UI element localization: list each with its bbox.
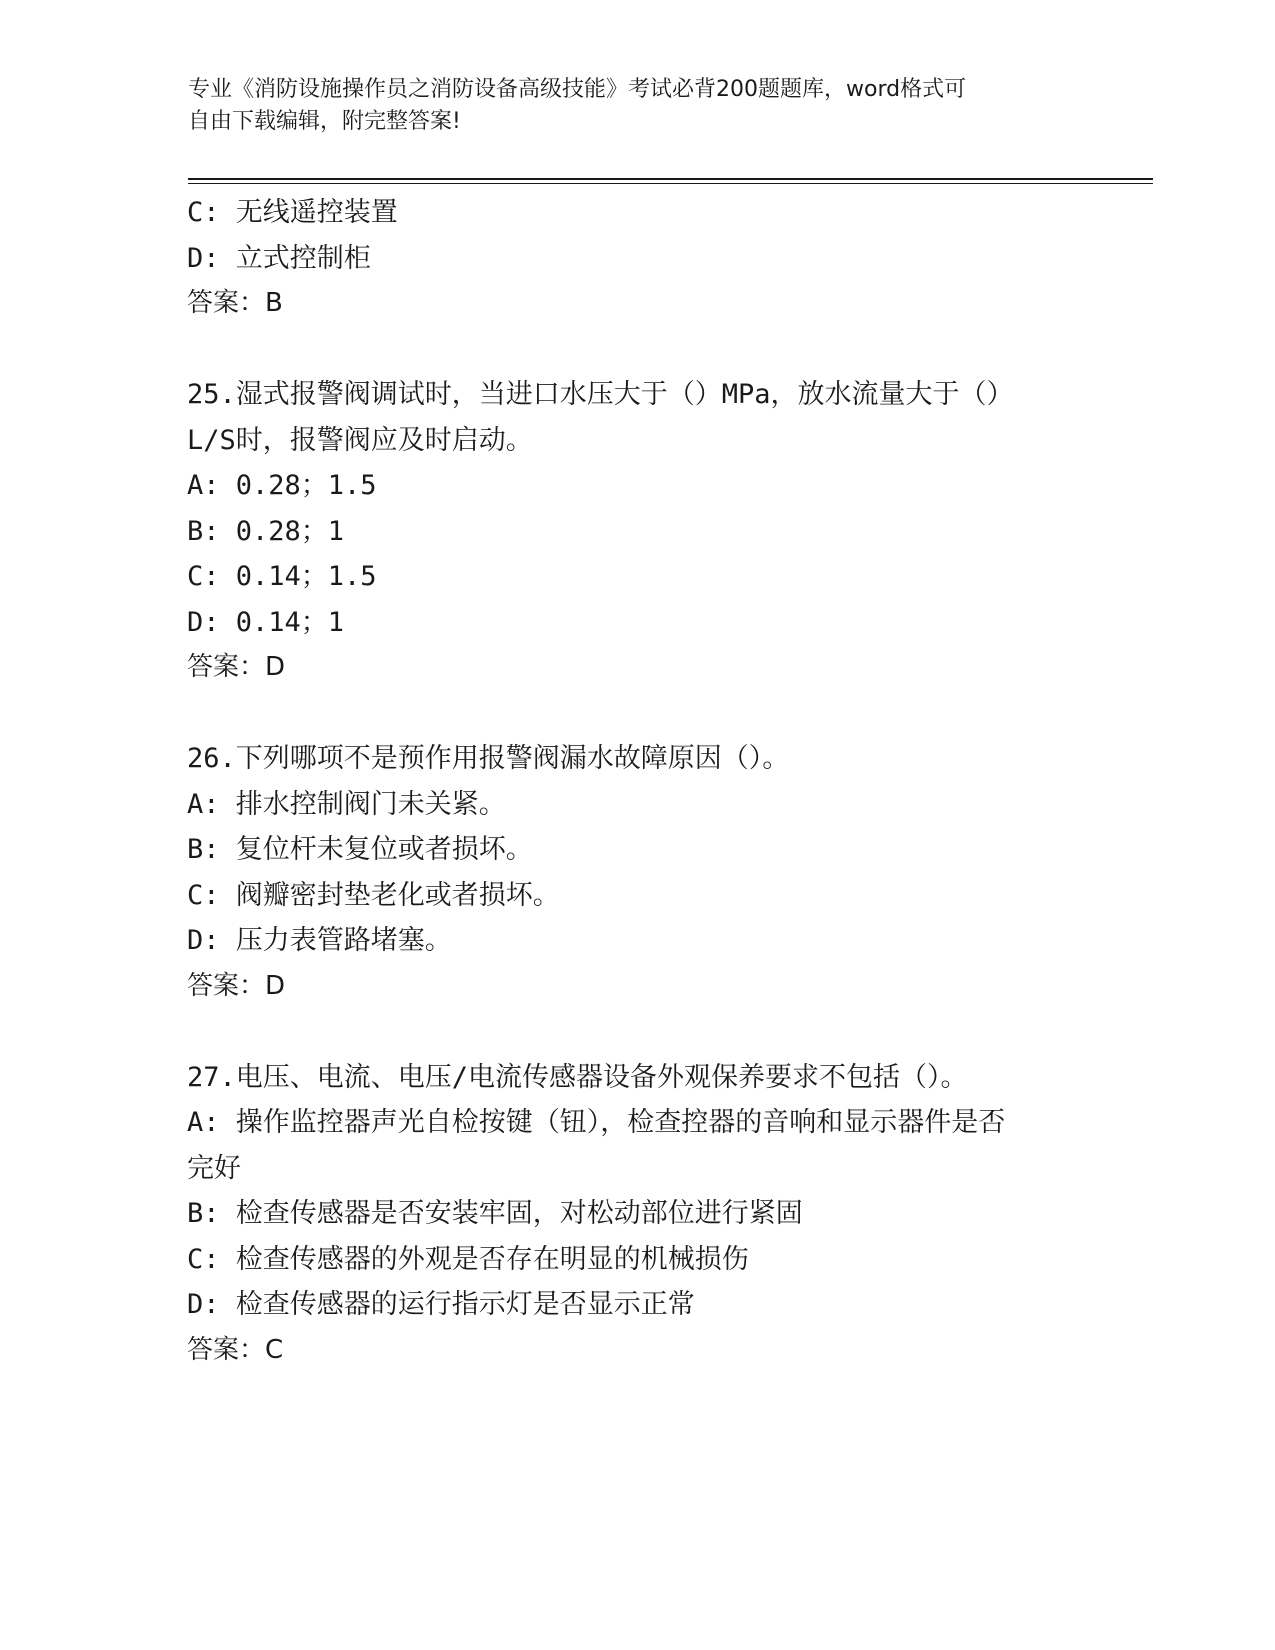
option-d: D: 检查传感器的运行指示灯是否显示正常	[187, 1289, 695, 1320]
question-stem-line: L/S时，报警阀应及时启动。	[187, 424, 533, 456]
option-a-continued: 完好	[187, 1152, 241, 1184]
option-d: D: 0.14；1	[187, 606, 345, 638]
question-stem-line: 27.电压、电流、电压/电流传感器设备外观保养要求不包括（）。	[187, 1061, 968, 1093]
option-a: A: 排水控制阀门未关紧。	[187, 788, 506, 820]
document-body	[187, 190, 1087, 1373]
question-stem-line: 25.湿式报警阀调试时，当进口水压大于（）MPa，放水流量大于（）	[187, 379, 1014, 410]
option-c: C: 0.14；1.5	[187, 561, 377, 592]
question-27	[187, 1055, 1087, 1374]
option-b: B: 检查传感器是否安装牢固，对松动部位进行紧固	[187, 1198, 803, 1229]
header-divider-thin	[188, 183, 1153, 184]
option-a: A: 0.28；1.5	[187, 470, 377, 501]
question-24-continued	[187, 190, 1087, 327]
option-d: D: 立式控制柜	[187, 242, 371, 274]
header-line-2: 自由下载编辑，附完整答案!	[188, 109, 461, 134]
option-b: B: 0.28；1	[187, 515, 345, 547]
header-divider-thick	[188, 178, 1153, 180]
answer-line: 答案：C	[187, 1334, 284, 1365]
option-c: C: 无线遥控装置	[187, 197, 398, 228]
header-line-1: 专业《消防设施操作员之消防设备高级技能》考试必背200题题库，word格式可	[188, 77, 967, 102]
question-26	[187, 736, 1087, 1009]
option-b: B: 复位杆未复位或者损坏。	[187, 834, 533, 865]
option-a: A: 操作监控器声光自检按键（钮），检查控器的音响和显示器件是否	[187, 1107, 1006, 1138]
spacer	[187, 1009, 1087, 1055]
answer-line: 答案：D	[187, 652, 286, 682]
answer-line: 答案：B	[187, 288, 283, 318]
option-d: D: 压力表管路堵塞。	[187, 925, 452, 956]
document-header	[188, 74, 1088, 138]
spacer	[187, 691, 1087, 737]
spacer	[187, 327, 1087, 373]
option-c: C: 阀瓣密封垫老化或者损坏。	[187, 879, 560, 911]
answer-line: 答案：D	[187, 970, 286, 1001]
question-25	[187, 372, 1087, 691]
question-stem-line: 26.下列哪项不是预作用报警阀漏水故障原因（）。	[187, 743, 790, 774]
option-c: C: 检查传感器的外观是否存在明显的机械损伤	[187, 1243, 749, 1275]
